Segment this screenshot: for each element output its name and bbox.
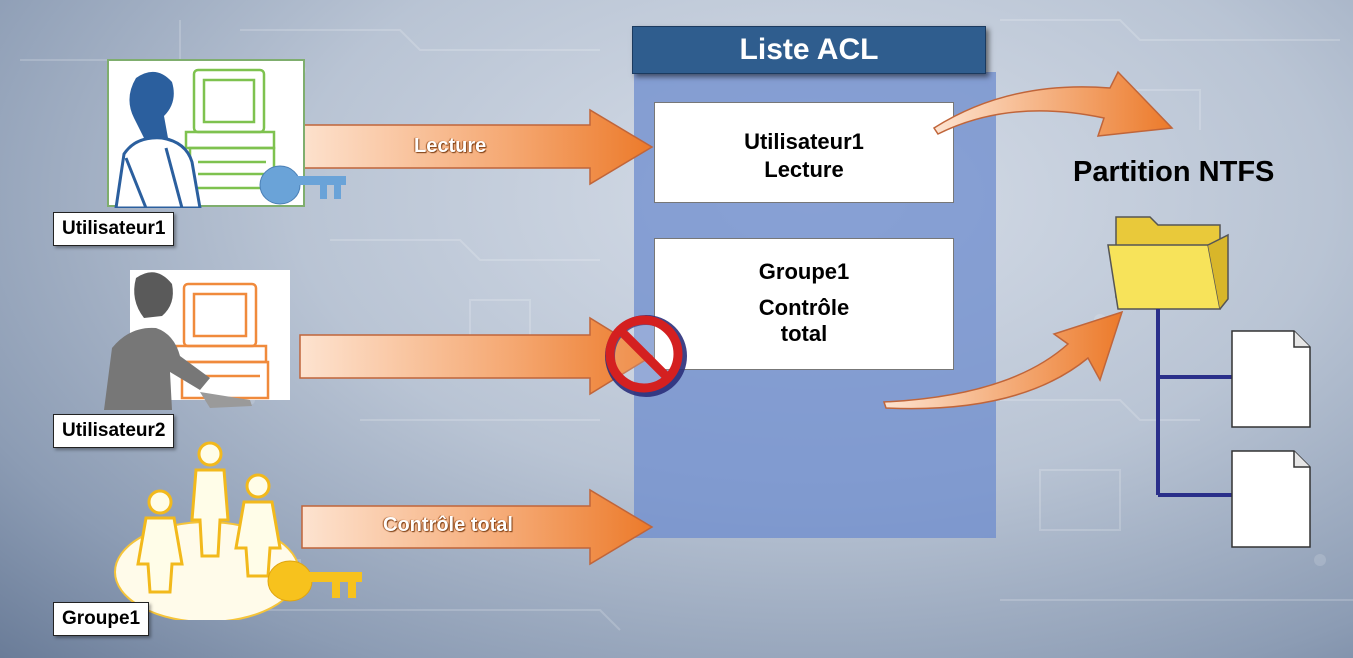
key-icon-group1 <box>266 555 366 609</box>
acl-entry-group1-permission: Contrôle <box>758 295 850 320</box>
curved-arrow-acl-to-partition-top <box>934 72 1172 136</box>
ntfs-tree <box>1098 205 1338 565</box>
folder-icon <box>1108 217 1228 309</box>
label-user2: Utilisateur2 <box>53 414 174 448</box>
acl-title: Liste ACL <box>632 26 986 74</box>
acl-entry-group1-permission2: total <box>780 321 828 346</box>
acl-entry-group1-principal: Groupe1 <box>758 259 850 284</box>
deny-icon <box>610 320 682 392</box>
label-user1: Utilisateur1 <box>53 212 174 246</box>
arrow-label-lecture: Lecture <box>414 135 487 157</box>
arrow-user2-to-acl <box>300 318 652 394</box>
label-group1: Groupe1 <box>53 602 149 636</box>
key-icon-user1 <box>258 160 348 210</box>
user2-illustration <box>100 260 300 420</box>
tree-lines <box>1158 309 1232 495</box>
curved-arrow-acl-to-folder <box>884 312 1122 409</box>
partition-title: Partition NTFS <box>1073 156 1275 188</box>
arrow-label-controle-total: Contrôle total <box>383 514 513 536</box>
acl-entry-user1-principal: Utilisateur1 <box>744 129 864 154</box>
file-icon <box>1232 331 1310 427</box>
file-icon <box>1232 451 1310 547</box>
acl-entry-user1-permission: Lecture <box>764 157 844 182</box>
